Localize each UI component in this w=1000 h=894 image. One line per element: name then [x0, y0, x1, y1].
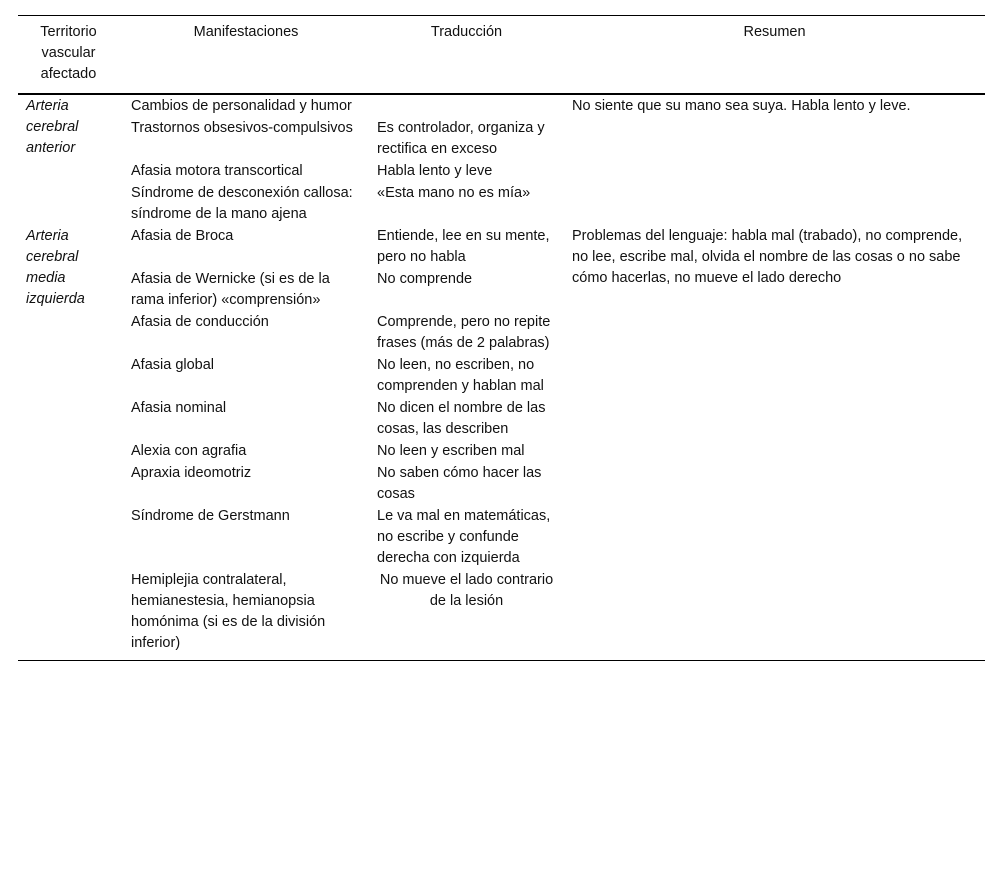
translation-cell: Habla lento y leve	[377, 163, 493, 179]
translation-cell: No comprende	[377, 271, 473, 287]
manifestation-cell: Afasia de Wernicke (si es de la rama inferior) «comprensión»	[131, 271, 330, 308]
manifestation-cell: Afasia global	[131, 357, 215, 373]
manifestation-cell: Afasia nominal	[131, 400, 227, 416]
manifestation-cell: Alexia con agrafia	[131, 443, 247, 459]
translation-cell: No leen y escriben mal	[377, 443, 525, 459]
table-header-row	[18, 16, 985, 95]
translation-cell: «Esta mano no es mía»	[377, 185, 531, 201]
manifestation-cell: Trastornos obsesivos-compulsivos	[131, 120, 353, 136]
translation-cell: No leen, no escriben, no comprenden y hablan mal	[377, 357, 544, 394]
translation-cell: Entiende, lee en su mente, pero no habla	[377, 228, 550, 265]
summary-cell: Problemas del lenguaje: habla mal (trabado), no comprende, no lee, escribe mal, olvida el nombre de las cosas o no sabe cómo hacerlas, no mueve el lado derecho	[572, 228, 963, 286]
manifestation-cell: Hemiplejia contralateral, hemianestesia, hemianopsia homónima (si es de la división inferior)	[131, 572, 326, 651]
vascular-territory-table	[18, 15, 985, 661]
translation-cell: No saben cómo hacer las cosas	[377, 465, 542, 502]
header-translation: Traducción	[430, 24, 503, 40]
manifestation-cell: Síndrome de desconexión callosa: síndrome de la mano ajena	[131, 185, 353, 222]
territory-cell: Arteria cerebral anterior	[26, 98, 79, 156]
translation-cell: No dicen el nombre de las cosas, las describen	[377, 400, 546, 437]
territory-cell: Arteria cerebral media izquierda	[26, 228, 85, 307]
manifestation-cell: Cambios de personalidad y humor	[131, 98, 352, 114]
translation-cell	[369, 94, 564, 117]
manifestation-cell: Afasia motora transcortical	[131, 163, 303, 179]
header-territory: Territorio vascular afectado	[40, 24, 97, 82]
manifestation-cell: Afasia de conducción	[131, 314, 269, 330]
table-row	[18, 225, 985, 268]
header-summary: Resumen	[743, 24, 806, 40]
translation-cell: Es controlador, organiza y rectifica en exceso	[377, 120, 545, 157]
manifestation-cell: Síndrome de Gerstmann	[131, 508, 290, 524]
manifestation-cell: Apraxia ideomotriz	[131, 465, 252, 481]
summary-cell: No siente que su mano sea suya. Habla lento y leve.	[572, 98, 911, 114]
header-manifestations: Manifestaciones	[193, 24, 299, 40]
table-row	[18, 94, 985, 117]
table-body	[18, 94, 985, 661]
translation-cell: Le va mal en matemáticas, no escribe y confunde derecha con izquierda	[377, 508, 551, 566]
translation-cell: Comprende, pero no repite frases (más de 2 palabras)	[377, 314, 551, 351]
manifestation-cell: Afasia de Broca	[131, 228, 234, 244]
translation-cell: No mueve el lado contrario de la lesión	[379, 572, 554, 609]
